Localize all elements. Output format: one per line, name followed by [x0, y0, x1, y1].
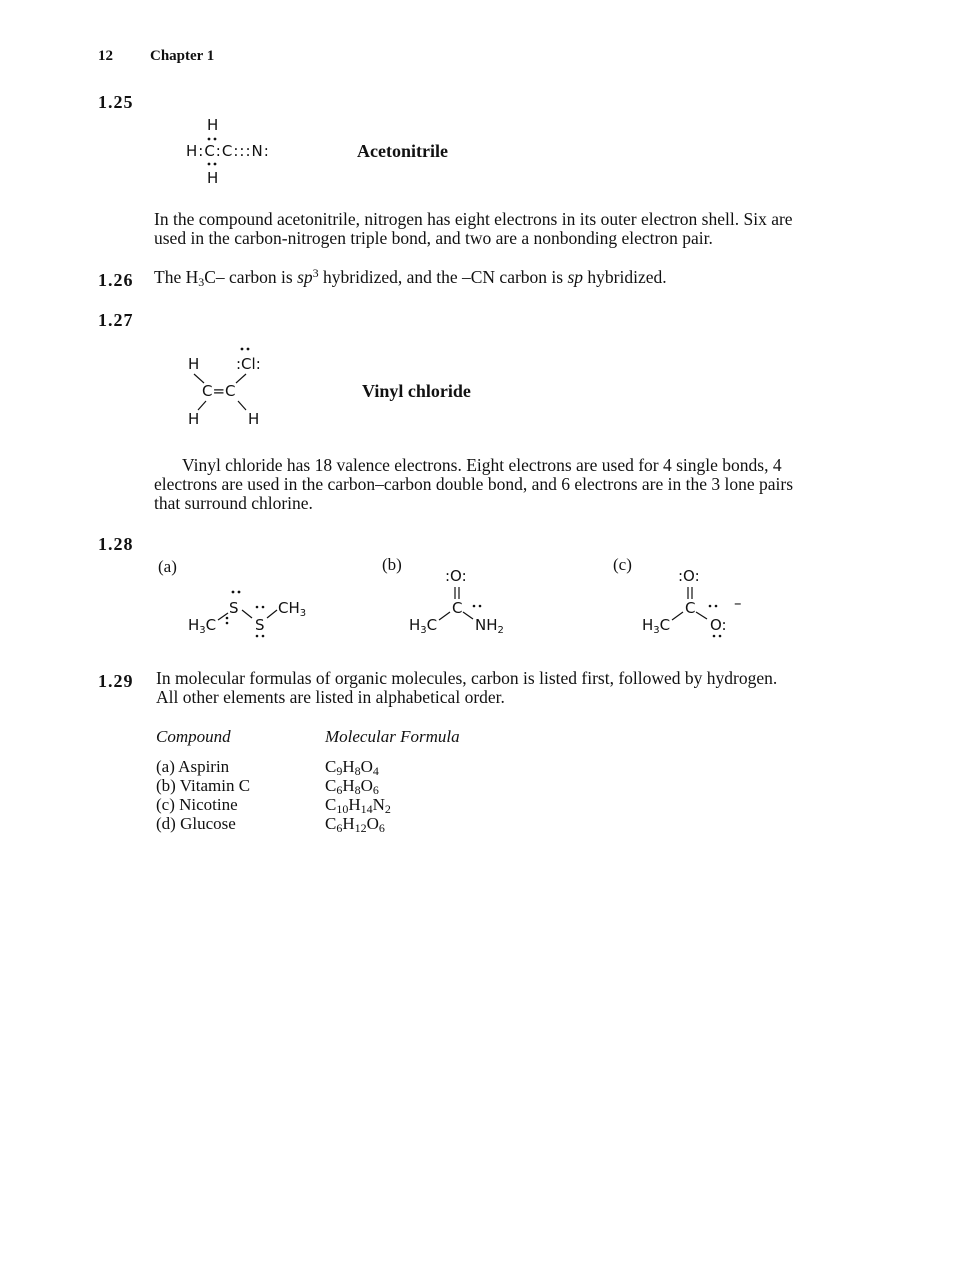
h3c-b: $H_3C$ [409, 616, 438, 636]
h-bottom: H [207, 169, 219, 187]
h-top: H [207, 116, 219, 134]
s1: S [229, 599, 239, 617]
formula-b: $C_6H_8O_6$ [325, 776, 379, 797]
vinyl-chloride-structure [180, 336, 290, 432]
s2: S [255, 616, 265, 634]
part-b-label: (b) [382, 555, 402, 574]
cl: :Cl: [236, 355, 261, 373]
c-c: C [685, 599, 696, 617]
h1: H [188, 355, 200, 373]
problem-number-1-28: 1.28 [98, 534, 134, 554]
p129-text: In molecular formulas of organic molecules, carbon is listed first, followed by hydrogen. All other elements are listed in alphabetical order. [156, 668, 778, 707]
col-compound-header: Compound [156, 727, 231, 746]
compound-d: (d) Glucose [156, 814, 236, 833]
o-c: :O: [678, 567, 700, 585]
chapter-title: Chapter 1 [150, 48, 215, 64]
ch3-a: $CH_3$ [278, 599, 307, 619]
h2: H [188, 410, 200, 428]
compound-a: (a) Aspirin [156, 757, 230, 776]
part-c-label: (c) [613, 555, 632, 574]
formula-a: $C_9H_8O_4$ [325, 757, 379, 778]
h3: H [248, 410, 260, 428]
formula-c: $C_{10}H_{14}N_2$ [325, 795, 391, 816]
structure-a [180, 580, 340, 642]
problem-number-1-26: 1.26 [98, 270, 134, 290]
c-b: C [452, 599, 463, 617]
formula-d: $C_6H_{12}O_6$ [325, 814, 385, 835]
problem-number-1-25: 1.25 [98, 92, 134, 112]
acetonitrile-label: Acetonitrile [357, 141, 448, 161]
formula-list [325, 757, 391, 833]
compound-list [156, 757, 250, 833]
structure-c [638, 562, 768, 642]
problem-number-1-27: 1.27 [98, 310, 134, 330]
cc: C=C [202, 382, 236, 400]
p125-text: In the compound acetonitrile, nitrogen has eight electrons in its outer electron shell. Six are used in the carbon-nitrogen triple bond, and two are a nonbonding electron pair. [154, 209, 793, 248]
o-b: :O: [445, 567, 467, 585]
col-formula-header: Molecular Formula [325, 727, 460, 746]
structure-b [405, 562, 535, 642]
vinyl-chloride-label: Vinyl chloride [362, 381, 471, 401]
h3c-c: $H_3C$ [642, 616, 671, 636]
o2-c: O: [710, 616, 727, 634]
h3c-a: $H_3C$ [188, 616, 217, 636]
part-a-label: (a) [158, 557, 177, 576]
page-number: 12 [98, 48, 113, 64]
compound-c: (c) Nicotine [156, 795, 238, 814]
acetonitrile-structure [180, 112, 320, 192]
p127-text: Vinyl chloride has 18 valence electrons. Eight electrons are used for 4 single bonds, 4 electrons are used in the carbon–carbon double bond, and 6 electrons are in the 3 lone pairs that surround chlorine. [154, 455, 794, 513]
p126-text: The $H_3C-$ carbon is $sp^3$ hybridized, and the –CN carbon is sp hybridized. [154, 266, 667, 289]
compound-b: (b) Vitamin C [156, 776, 251, 795]
charge-c: – [734, 594, 742, 612]
problem-number-1-29: 1.29 [98, 671, 134, 691]
acetonitrile-row: H:C:C:::N: [186, 142, 270, 160]
nh2-b: $NH_2$ [475, 616, 504, 636]
